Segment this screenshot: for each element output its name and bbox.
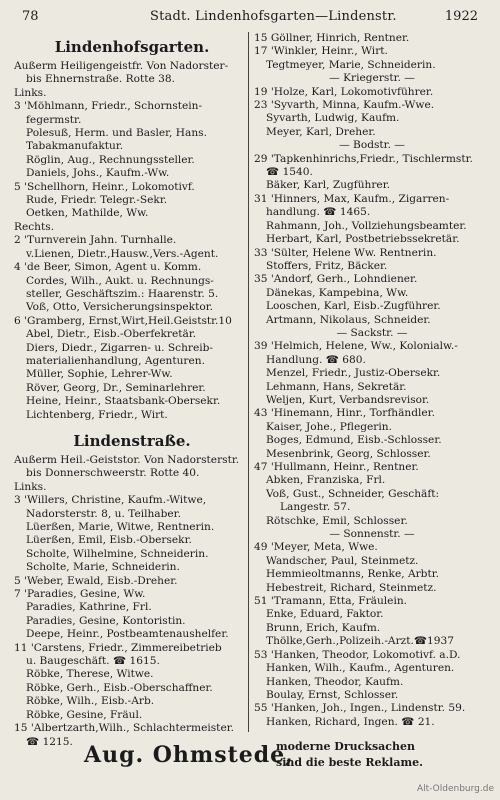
entry: Bäker, Karl, Zugführer. [266,179,390,192]
entry: Wandscher, Paul, Steinmetz. [266,554,419,567]
entry: 53 'Hanken, Theodor, Lokomotivf. a.D. [254,648,461,661]
entry: Heine, Heinr., Staatsbank-Obersekr. [26,395,221,408]
entry: Cordes, Wilh., Aukt. u. Rechnungs- [26,274,214,287]
side-label-rechts: Rechts. [14,220,55,233]
entry: Langestr. 57. [280,501,351,514]
entry: 33 'Sülter, Helene Ww. Rentnerin. [254,246,437,259]
street-title-lindenstrasse: Lindenstraße. [73,431,191,450]
entry: Enke, Eduard, Faktor. [266,608,384,621]
entry: 6 'Gramberg, Ernst,Wirt,Heil.Geiststr.10 [14,314,232,327]
entry: Rahmann, Joh., Vollziehungsbeamter. [266,219,467,232]
entry: Kaiser, Johe., Pflegerin. [266,420,392,433]
entry: steller, Geschäftszim.: Haarenstr. 5. [26,287,219,300]
entry: Polesuß, Herm. und Basler, Hans. [26,127,207,140]
entry: Daniels, Johs., Kaufm.-Ww. [26,167,170,180]
entry: Voß, Otto, Versicherungsinspektor. [26,301,213,314]
entry: Hanken, Theodor, Kaufm. [266,675,404,688]
left-column [14,32,250,749]
advertiser-name: Aug. Ohmstede, [84,742,294,768]
entry: Röbke, Gesine, Fräul. [26,708,143,721]
entry: 15 Göllner, Hinrich, Rentner. [254,32,410,44]
side-label-links: Links. [14,86,47,99]
entry: 29 'Tapkenhinrichs,Friedr., Tischlermstr. [254,152,473,165]
entry: Thölke,Gerh.,Polizeih.-Arzt.☎1937 [266,635,455,648]
entry: Hanken, Wilh., Kaufm., Agenturen. [266,662,455,675]
page-number: 78 [22,9,39,24]
entry: handlung. ☎ 1465. [266,206,371,219]
street-intro: Außerm Heiligengeistfr. Von Nadorster- [14,60,229,72]
entry: 5 'Weber, Ewald, Eisb.-Dreher. [14,574,178,587]
entry: Müller, Sophie, Lehrer-Ww. [26,368,173,381]
entry: Abel, Dietr., Eisb.-Oberfekretär. [26,328,197,341]
ad-tagline: sind die beste Reklame. [276,756,423,769]
entry: 4 'de Beer, Simon, Agent u. Komm. [14,261,202,274]
year: 1922 [444,9,478,24]
entry: 43 'Hinemann, Hinr., Torfhändler. [254,407,435,420]
entry: Menzel, Friedr., Justiz-Obersekr. [266,367,441,380]
entry: 31 'Hinners, Max, Kaufm., Zigarren- [254,192,450,205]
entry: 49 'Meyer, Meta, Wwe. [254,541,378,554]
entry: Stoffers, Fritz, Bäcker. [266,259,388,272]
entry: 3 'Möhlmann, Friedr., Schornstein- [14,100,203,113]
street-intro: bis Donnerschweerstr. Rotte 40. [26,467,200,480]
entry: Hanken, Richard, Ingen. ☎ 21. [266,715,435,728]
cross-street: — Sonnenstr. — [329,528,415,541]
entry: 39 'Helmich, Helene, Ww., Kolonialw.- [254,340,458,353]
entry: 2 'Turnverein Jahn. Turnhalle. [14,234,177,247]
entry: Weljen, Kurt, Verbandsrevisor. [266,393,430,406]
entry: Meyer, Karl, Dreher. [266,125,376,138]
entry: Paradies, Kathrine, Frl. [26,601,152,614]
entry: 19 'Holze, Karl, Lokomotivführer. [254,85,434,98]
entry: Handlung. ☎ 680. [266,353,366,366]
entry: Diers, Diedr., Zigarren- u. Schreib- [26,341,213,354]
entry: 17 'Winkler, Heinr., Wirt. [254,45,388,58]
entry: Paradies, Gesine, Kontoristin. [26,614,186,627]
entry: v.Lienen, Dietr.,Hausw.,Vers.-Agent. [26,247,219,260]
entry: 23 'Syvarth, Minna, Kaufm.-Wwe. [254,99,435,112]
watermark: Alt-Oldenburg.de [416,784,494,794]
entry: Hemmieoltmanns, Renke, Arbtr. [266,568,439,581]
entry: 5 'Schellhorn, Heinr., Lokomotivf. [14,180,195,193]
entry: Herbart, Karl, Postbetriebssekretär. [266,233,460,246]
entry: Röglin, Aug., Rechnungssteller. [26,153,195,166]
page-header [0,6,500,28]
entry: Nadorsterstr. 8, u. Teilhaber. [26,507,181,520]
entry: Syvarth, Ludwig, Kaufm. [266,112,400,125]
entry: Artmann, Nikolaus, Schneider. [266,313,431,326]
entry: Oetken, Mathilde, Ww. [26,207,149,220]
entry: Rude, Friedr. Telegr.-Sekr. [26,194,168,207]
entry: 15 'Albertzarth,Wilh., Schlachtermeister. [14,722,234,735]
entry: ☎ 1215. [26,735,73,748]
ad-tagline: moderne Drucksachen [276,740,415,753]
entry: 47 'Hullmann, Heinr., Rentner. [254,461,419,473]
entry: 7 'Paradies, Gesine, Ww. [14,588,146,601]
entry: ☎ 1540. [266,166,313,179]
entry: Boges, Edmund, Eisb.-Schlosser. [266,434,442,447]
street-title-lindenhofsgarten: Lindenhofsgarten. [54,38,210,56]
entry: Röbke, Gerh., Eisb.-Oberschaffner. [26,681,213,694]
entry: Mesenbrink, Georg, Schlosser. [266,447,431,460]
running-head: Stadt. Lindenhofsgarten—Lindenstr. [150,9,397,24]
entry: 11 'Carstens, Friedr., Zimmereibetrieb [14,641,222,654]
entry: Dänekas, Kampebina, Ww. [266,286,409,299]
entry: Scholte, Marie, Schneiderin. [26,561,180,574]
entry: u. Baugeschäft. ☎ 1615. [26,655,160,668]
entry: Tabakmanufaktur. [26,140,124,153]
entry: Boulay, Ernst, Schlosser. [266,688,399,701]
street-intro: bis Ehnernstraße. Rotte 38. [26,73,176,86]
cross-street: — Kriegerstr. — [329,72,415,85]
entry: Hebestreit, Richard, Steinmetz. [266,581,437,594]
entry: 35 'Andorf, Gerh., Lohndiener. [254,273,418,286]
entry: Röbke, Therese, Witwe. [26,668,154,681]
entry: materialienhandlung, Agenturen. [26,354,205,367]
entry: Scholte, Wilhelmine, Schneiderin. [26,547,209,560]
side-label-links: Links. [14,480,47,493]
entry: Looschen, Karl, Eisb.-Zugführer. [266,300,441,313]
entry: Lichtenberg, Friedr., Wirt. [26,408,168,421]
street-intro: Außerm Heil.-Geiststor. Von Nadorsterstr. [14,453,240,466]
entry: Lüerßen, Marie, Witwe, Rentnerin. [26,521,215,533]
entry: Abken, Franziska, Frl. [266,474,386,487]
entry: 55 'Hanken, Joh., Ingen., Lindenstr. 59. [254,702,466,715]
entry: Voß, Gust., Schneider, Geschäft: [266,487,440,500]
entry: fegermstr. [26,113,82,126]
entry: Röver, Georg, Dr., Seminarlehrer. [26,381,206,394]
entry: Tegtmeyer, Marie, Schneiderin. [266,58,436,71]
entry: 51 'Tramann, Etta, Fräulein. [254,595,408,608]
entry: Deepe, Heinr., Postbeamtenaushelfer. [26,628,229,641]
cross-street: — Sackstr. — [336,326,408,339]
cross-street: — Bodstr. — [339,139,405,152]
entry: Rötschke, Emil, Schlosser. [266,514,408,527]
entry: Lüerßen, Emil, Eisb.-Obersekr. [26,534,192,547]
entry: 3 'Willers, Christine, Kaufm.-Witwe, [14,494,207,507]
footer-advertisement [14,736,494,786]
entry: Lehmann, Hans, Sekretär. [266,380,407,393]
right-column [254,32,490,729]
entry: Brunn, Erich, Kaufm. [266,621,381,634]
entry: Röbke, Wilh., Eisb.-Arb. [26,695,155,708]
